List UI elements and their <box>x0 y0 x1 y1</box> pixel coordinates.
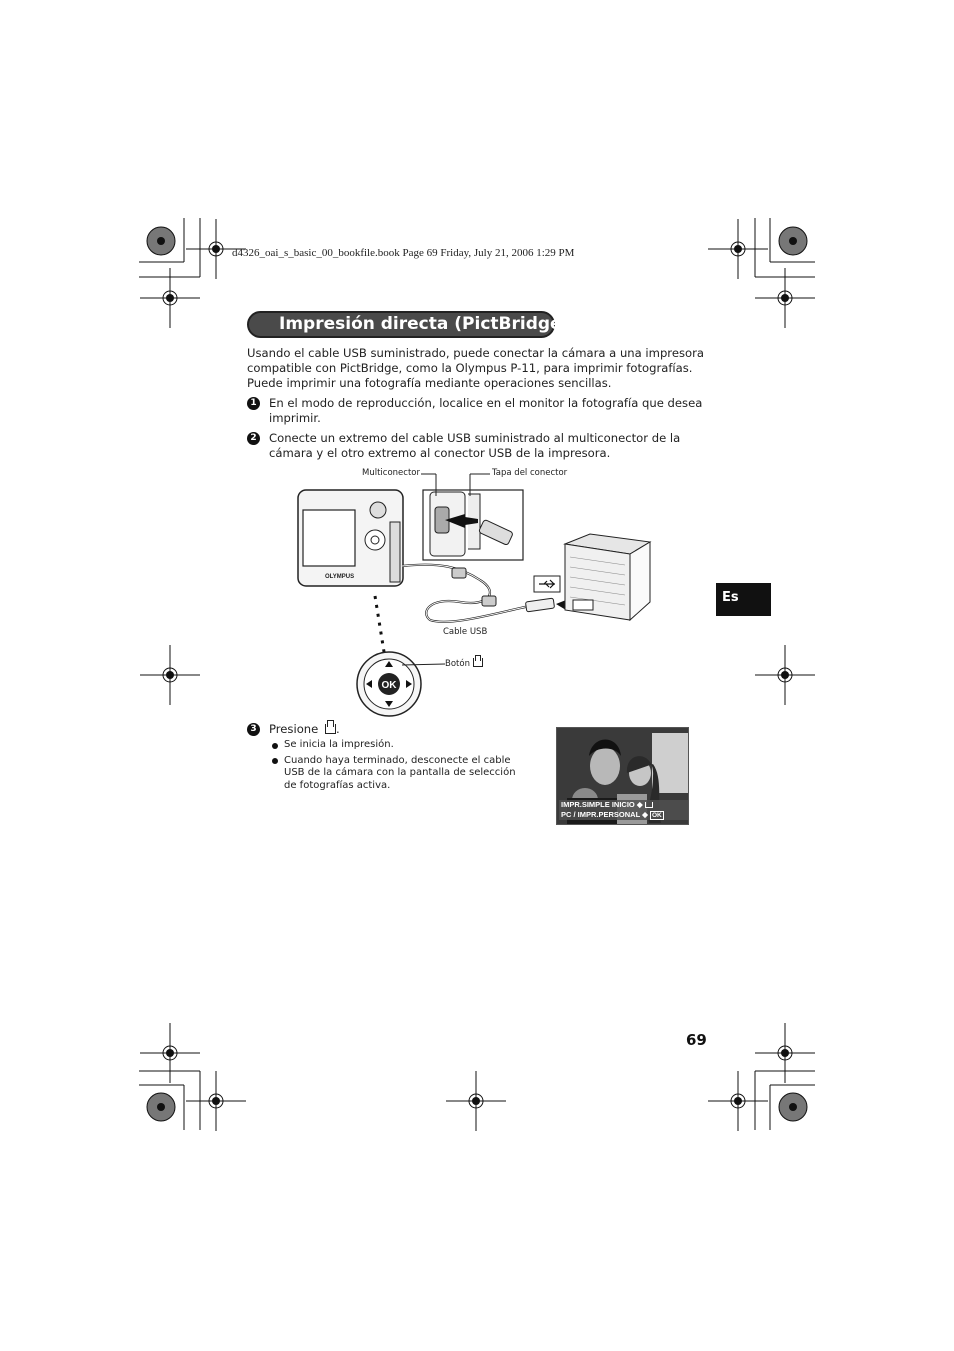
print-file-info: d4326_oai_s_basic_00_bookfile.book Page 69 Friday, July 21, 2006 1:29 PM <box>232 247 575 259</box>
lcd-option-custom-print: PC / IMPR.PERSONAL ◆ OK <box>559 810 688 820</box>
step-text: Conecte un extremo del cable USB suministrado al multiconector de la cámara y el otro extremo al conector USB de la impresora. <box>269 431 681 460</box>
list-item: Cuando haya terminado, desconecte el cable USB de la cámara con la pantalla de selección de fotografías activa. <box>271 755 526 793</box>
step-number: 1 <box>247 397 260 410</box>
list-item: Se inicia la impresión. <box>271 739 526 752</box>
dial-ok-label: OK <box>381 680 397 691</box>
step-3-notes <box>271 739 526 795</box>
label-connector-cover: Tapa del conector <box>492 468 568 478</box>
step-text-wrap: Presione . <box>269 722 340 736</box>
camera-lcd-screen <box>556 727 689 825</box>
step-text: Presione <box>269 722 319 736</box>
step-number: 3 <box>247 723 260 736</box>
camera-brand: OLYMPUS <box>325 574 355 580</box>
label-text: Botón <box>445 659 470 669</box>
arrow-pad-dial <box>357 652 445 716</box>
print-icon <box>645 802 653 808</box>
label-multiconnector: Multiconector <box>362 468 420 478</box>
lcd-option-easy-print: IMPR.SIMPLE INICIO ◆ <box>559 800 688 810</box>
step-text: En el modo de reproducción, localice en el monitor la fotografía que desea imprimir. <box>269 396 703 425</box>
print-icon <box>473 658 483 667</box>
connection-illustration <box>290 462 660 722</box>
page-title: Impresión directa (PictBridge) <box>247 311 555 338</box>
label-print-button <box>445 658 483 669</box>
step-2 <box>247 431 709 461</box>
printer-drawing <box>565 534 650 620</box>
camera-drawing <box>298 490 403 586</box>
lcd-line1: IMPR.SIMPLE INICIO <box>561 800 635 809</box>
step-number: 2 <box>247 432 260 445</box>
lcd-line2: PC / IMPR.PERSONAL <box>561 810 641 819</box>
connector-detail <box>423 490 523 560</box>
language-tab: Es <box>716 583 771 616</box>
print-icon <box>325 724 336 734</box>
page-number: 69 <box>686 1031 707 1049</box>
label-usb-cable: Cable USB <box>443 627 488 637</box>
lcd-ok-badge: OK <box>651 812 662 819</box>
step-1 <box>247 396 709 426</box>
intro-paragraph: Usando el cable USB suministrado, puede conectar la cámara a una impresora compatible con PictBridge, como la Olympus P-11, para imprimir fotografías. Puede imprimir una fotografía mediante operaciones sencillas. <box>247 346 704 390</box>
